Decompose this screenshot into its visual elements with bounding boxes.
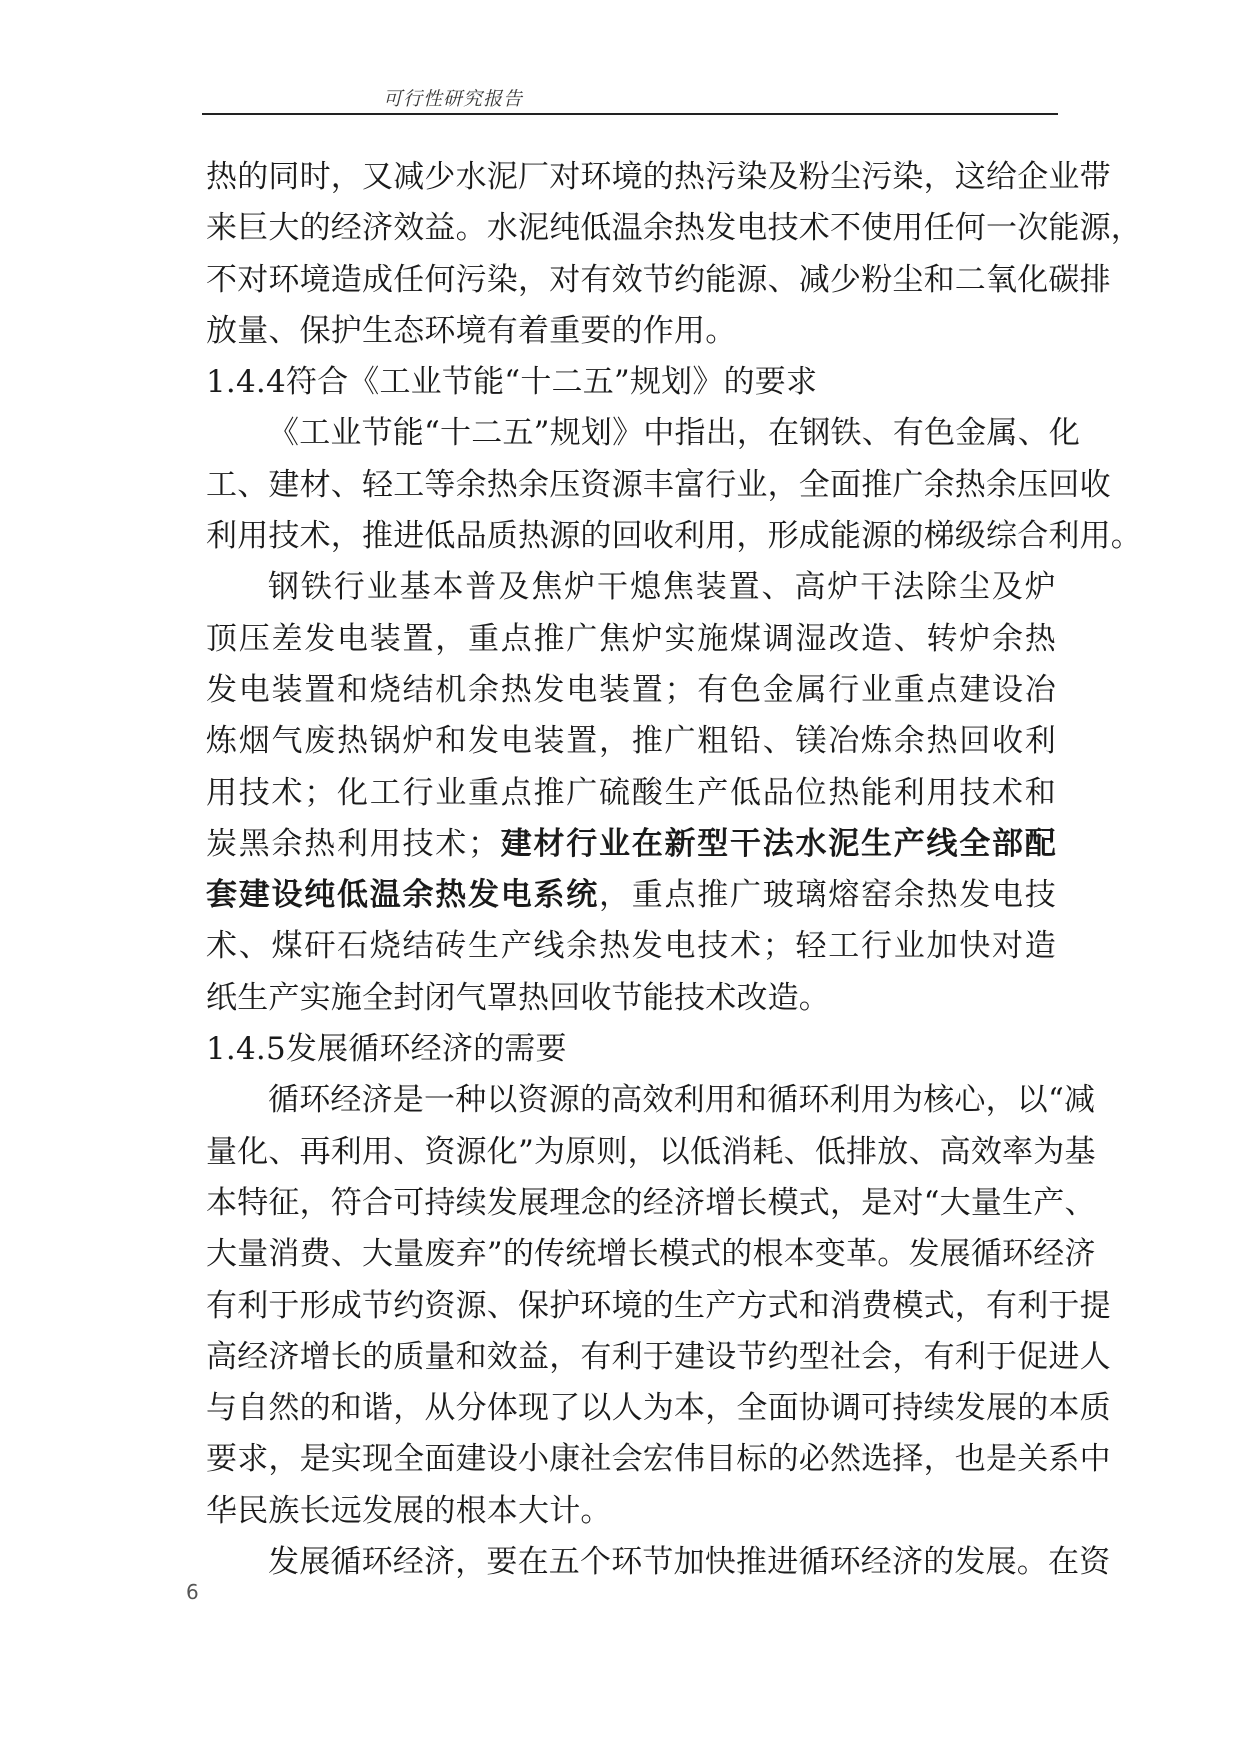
text-line-mixed: [206, 870, 1056, 921]
text-line: 术、煤矸石烧结砖生产线余热发电技术；轻工行业加快对造: [206, 928, 1056, 965]
text-line: 不对环境造成任何污染，对有效节约能源、减少粉尘和二氧化碳排: [206, 261, 1111, 298]
paragraph-circular-economy: [206, 1075, 1111, 1537]
header-rule: [202, 113, 1058, 115]
paragraph-industries: [206, 562, 1056, 1024]
text-line: 大量消费、大量废弃”的传统增长模式的根本变革。发展循环经济: [206, 1236, 1096, 1273]
section-heading-1-4-5: [206, 1024, 1056, 1075]
paragraph-five-links: [206, 1537, 1111, 1588]
text-normal: 炭黑余热利用技术；: [206, 825, 500, 862]
text-line: 顶压差发电装置，重点推广焦炉实施煤调湿改造、转炉余热: [206, 620, 1056, 657]
running-header: 可行性研究报告: [383, 88, 524, 110]
text-line: 热的同时，又减少水泥厂对环境的热污染及粉尘污染，这给企业带: [206, 159, 1111, 195]
text-line: 来巨大的经济效益。水泥纯低温余热发电技术不使用任何一次能源，: [206, 210, 1142, 247]
text-line: 用技术；化工行业重点推广硫酸生产低品位热能利用技术和: [206, 774, 1056, 811]
text-line: 工、建材、轻工等余热余压资源丰富行业，全面推广余热余压回收: [206, 466, 1111, 503]
paragraph-continuation: [206, 152, 1142, 357]
section-heading-1-4-4: [206, 357, 1056, 408]
text-normal: ，重点推广玻璃熔窑余热发电技: [599, 877, 1056, 914]
heading-text: 1.4.5发展循环经济的需要: [206, 1031, 567, 1068]
text-line: 炼烟气废热锅炉和发电装置，推广粗铅、镁冶炼余热回收利: [206, 723, 1056, 760]
text-line: 放量、保护生态环境有着重要的作用。: [206, 312, 737, 349]
paragraph-plan-quote: [206, 408, 1142, 562]
text-line: 华民族长远发展的根本大计。: [206, 1492, 612, 1529]
text-line: 纸生产实施全封闭气罩热回收节能技术改造。: [206, 979, 830, 1016]
heading-text: 1.4.4符合《工业节能“十二五”规划》的要求: [206, 364, 818, 401]
document-body: [206, 152, 1142, 1588]
text-line: 高经济增长的质量和效益，有利于建设节约型社会，有利于促进人: [206, 1338, 1111, 1375]
text-line: 利用技术，推进低品质热源的回收利用，形成能源的梯级综合利用。: [206, 518, 1142, 555]
text-emphasis: 建材行业在新型干法水泥生产线全部配: [499, 825, 1056, 862]
text-emphasis: 套建设纯低温余热发电系统: [206, 877, 600, 914]
text-line: 有利于形成节约资源、保护环境的生产方式和消费模式，有利于提: [206, 1287, 1111, 1324]
text-line: 要求，是实现全面建设小康社会宏伟目标的必然选择，也是关系中: [206, 1441, 1111, 1478]
text-line: 发电装置和烧结机余热发电装置；有色金属行业重点建设冶: [206, 671, 1056, 708]
text-line-mixed: [206, 819, 1056, 870]
text-line: 与自然的和谐，从分体现了以人为本，全面协调可持续发展的本质: [206, 1390, 1111, 1427]
text-line: 发展循环经济，要在五个环节加快推进循环经济的发展。在资: [268, 1544, 1111, 1581]
text-line: 《工业节能“十二五”规划》中指出，在钢铁、有色金属、化: [268, 415, 1081, 452]
text-line: 本特征，符合可持续发展理念的经济增长模式，是对“大量生产、: [206, 1184, 1096, 1221]
text-line: 钢铁行业基本普及焦炉干熄焦装置、高炉干法除尘及炉: [268, 569, 1056, 606]
text-line: 量化、再利用、资源化”为原则，以低消耗、低排放、高效率为基: [206, 1133, 1096, 1170]
page-number: 6: [186, 1580, 199, 1604]
text-line: 循环经济是一种以资源的高效利用和循环利用为核心，以“减: [268, 1082, 1096, 1119]
